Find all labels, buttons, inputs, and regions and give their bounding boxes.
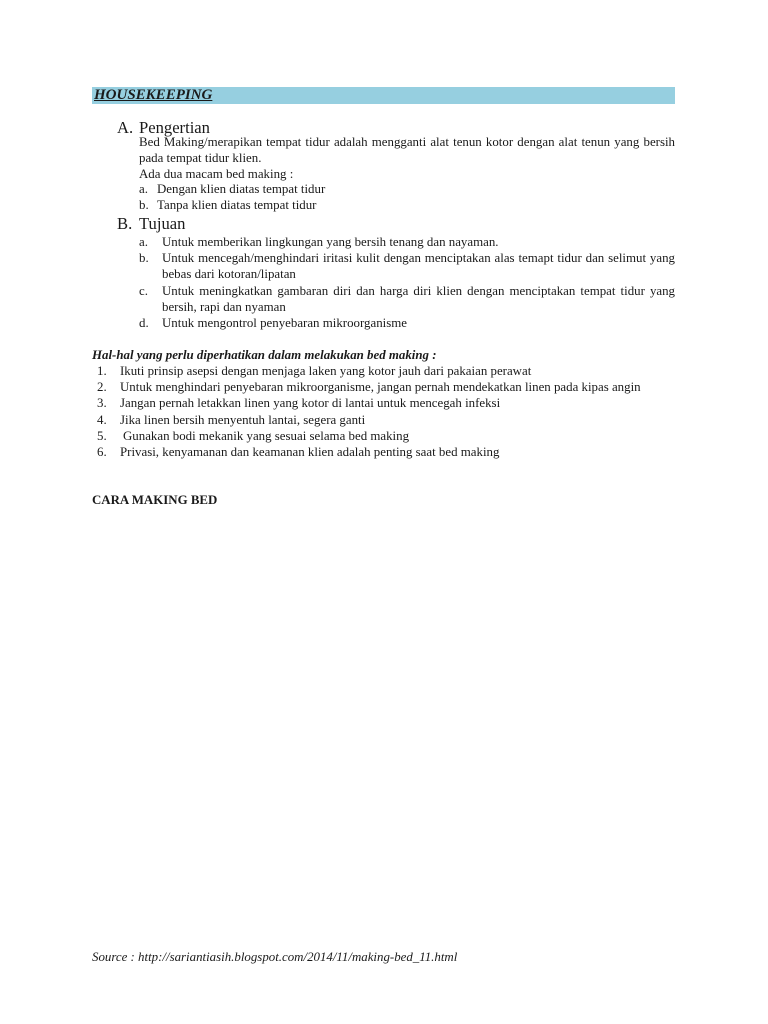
list-item (139, 234, 675, 250)
list-item (97, 363, 675, 379)
list-number: 4. (97, 412, 107, 427)
list-item (139, 250, 675, 282)
list-marker: c. (139, 283, 148, 298)
section-a-body (139, 135, 675, 214)
list-item-text: Untuk meningkatkan gambaran diri dan harga diri klien dengan menciptakan tempat tidur yang bersih, rapi dan nyaman (162, 283, 675, 314)
section-b-letter: B. (117, 214, 133, 233)
list-item (97, 395, 675, 411)
cara-making-bed-heading: CARA MAKING BED (92, 493, 218, 507)
section-b-heading (117, 215, 185, 233)
document-title: HOUSEKEEPING (94, 87, 213, 103)
list-item-text: Jangan pernah letakkan linen yang kotor di lantai untuk mencegah infeksi (120, 396, 501, 411)
list-item (97, 444, 675, 460)
types-intro: Ada dua macam bed making : (139, 166, 294, 181)
list-marker: b. (139, 251, 149, 266)
list-number: 1. (97, 364, 107, 378)
list-item-text: Gunakan bodi mekanik yang sesuai selama bed making (123, 428, 410, 443)
title-bar (92, 87, 675, 104)
source-citation: Source : http://sariantiasih.blogspot.com/2014/11/making-bed_11.html (92, 950, 458, 964)
list-item (97, 412, 675, 428)
list-number: 2. (97, 380, 107, 395)
list-item-text: Tanpa klien diatas tempat tidur (157, 198, 317, 213)
list-item-text: Dengan klien diatas tempat tidur (157, 182, 326, 197)
list-number: 3. (97, 396, 107, 411)
list-number: 5. (97, 428, 107, 443)
list-item-text: Untuk menghindari penyebaran mikroorganisme, jangan pernah mendekatkan linen pada kipas angin (120, 380, 641, 395)
list-item (139, 315, 675, 331)
list-item (139, 182, 675, 198)
list-item-text: Untuk mencegah/menghindari iritasi kulit dengan menciptakan alas temapt tidur dan selimut yang bebas dari kotoran/lipatan (162, 251, 675, 282)
list-item (139, 198, 675, 214)
list-item (97, 428, 675, 444)
list-item (139, 283, 675, 315)
list-item-text: Jika linen bersih menyentuh lantai, segera ganti (120, 412, 366, 427)
section-b-title: Tujuan (139, 214, 186, 233)
list-marker: a. (139, 182, 148, 197)
notes-heading: Hal-hal yang perlu diperhatikan dalam melakukan bed making : (92, 348, 437, 362)
notes-list (97, 363, 675, 460)
section-a-letter: A. (117, 118, 134, 137)
list-item-text: Untuk memberikan lingkungan yang bersih tenang dan nayaman. (162, 235, 499, 249)
section-a-title: Pengertian (139, 118, 210, 137)
list-item-text: Ikuti prinsip asepsi dengan menjaga laken yang kotor jauh dari pakaian perawat (120, 364, 532, 378)
section-b-list (139, 234, 675, 331)
list-number: 6. (97, 445, 107, 460)
list-marker: b. (139, 198, 149, 213)
list-item-text: Privasi, kenyamanan dan keamanan klien adalah penting saat bed making (120, 445, 500, 460)
list-item-text: Untuk mengontrol penyebaran mikroorganisme (162, 316, 407, 331)
list-item (97, 379, 675, 395)
list-marker: d. (139, 316, 149, 331)
definition-paragraph: Bed Making/merapikan tempat tidur adalah mengganti alat tenun kotor dengan alat tenun yang bersih pada tempat tidur klien. (139, 135, 675, 165)
list-marker: a. (139, 235, 148, 249)
